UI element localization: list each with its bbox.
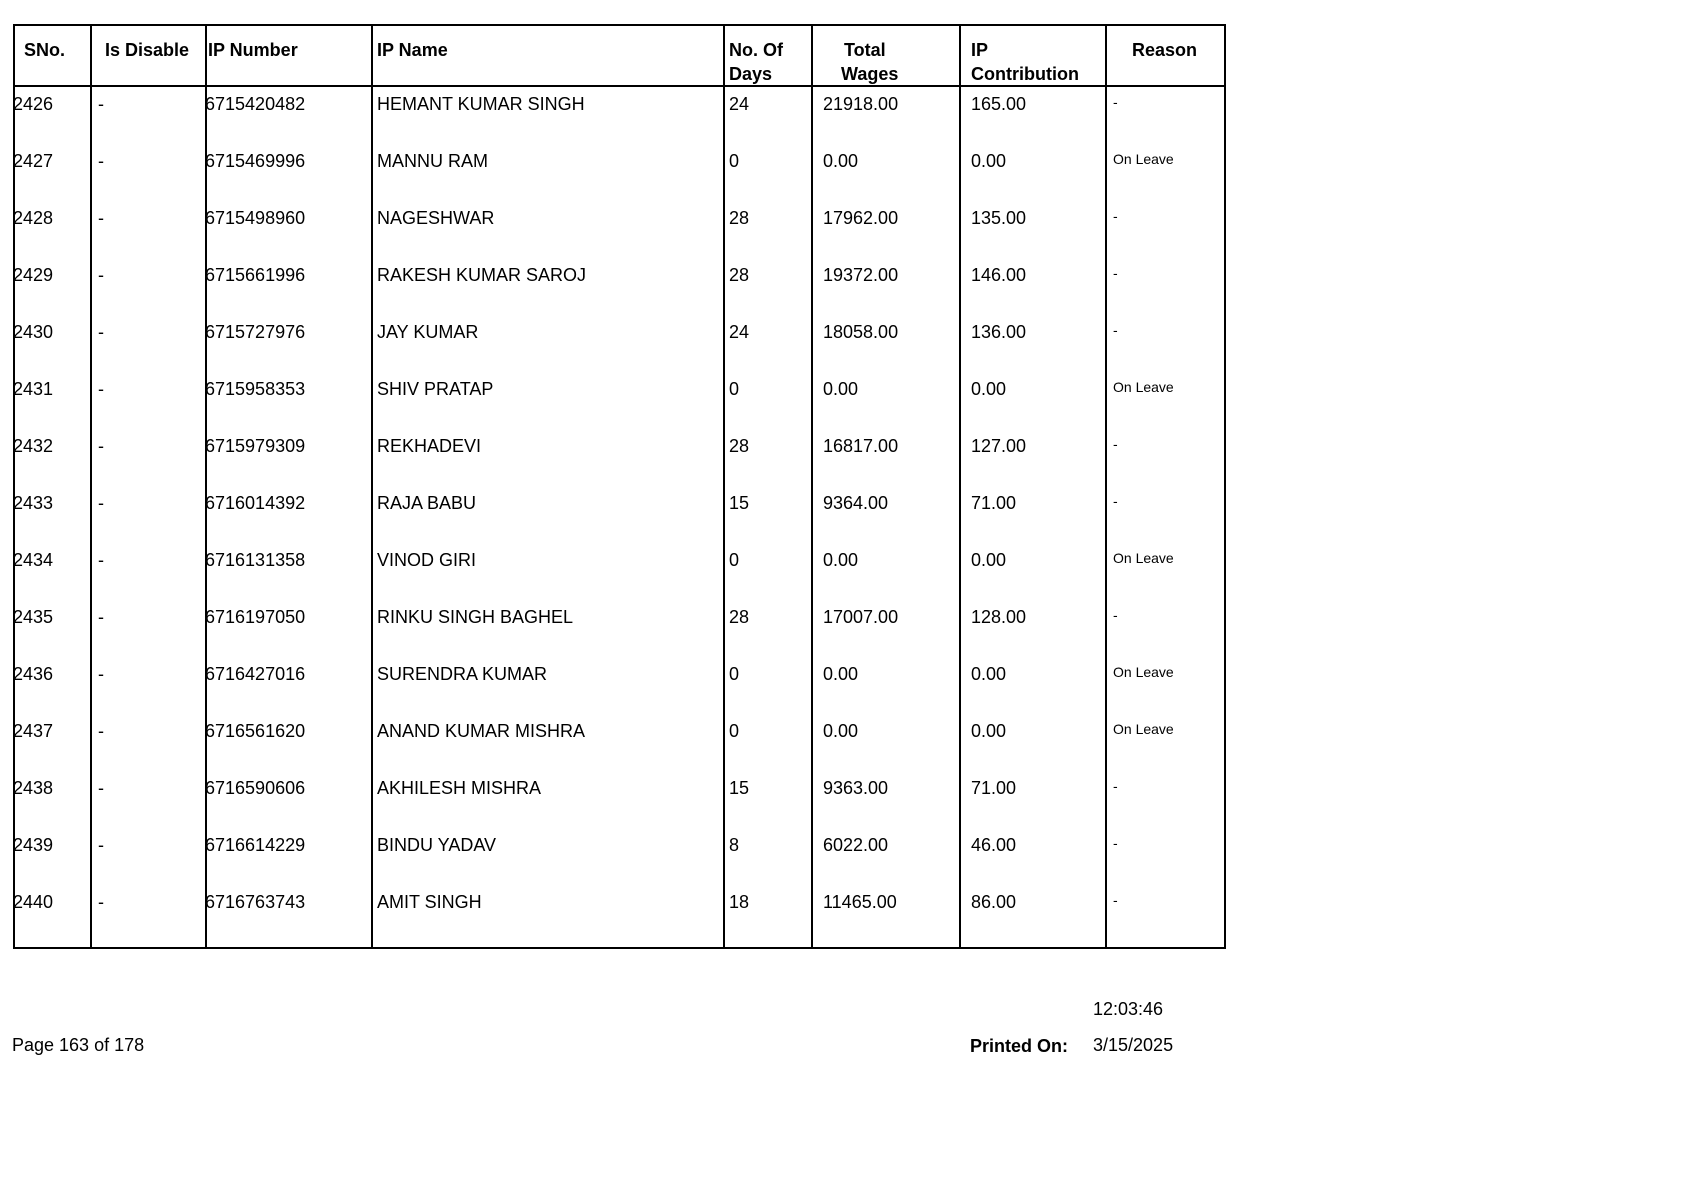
cell-wages: 9364.00 [823, 493, 889, 513]
cell-ip-number: 6716197050 [205, 607, 306, 627]
cell-days: 15 [729, 493, 750, 513]
cell-is-disable: - [98, 493, 104, 513]
cell-sno: 2427 [13, 151, 54, 171]
cell-ip-number: 6715469996 [205, 151, 306, 171]
cell-is-disable: - [98, 208, 104, 228]
header-contribution-line2: Contribution [971, 64, 1079, 84]
cell-is-disable: - [98, 379, 104, 399]
cell-ip-name: VINOD GIRI [377, 550, 477, 570]
cell-reason: - [1113, 208, 1118, 224]
header-wages [841, 38, 898, 86]
cell-ip-name: REKHADEVI [377, 436, 482, 456]
header-contribution [971, 38, 1079, 86]
cell-is-disable: - [98, 892, 104, 912]
table-row [15, 209, 1224, 266]
cell-days: 15 [729, 778, 750, 798]
cell-ip-name: RAKESH KUMAR SAROJ [377, 265, 587, 285]
cell-reason: - [1113, 835, 1118, 851]
cell-reason: On Leave [1113, 664, 1174, 680]
cell-contribution: 165.00 [971, 94, 1027, 114]
cell-contribution: 86.00 [971, 892, 1017, 912]
cell-wages: 19372.00 [823, 265, 899, 285]
cell-wages: 16817.00 [823, 436, 899, 456]
cell-contribution: 71.00 [971, 493, 1017, 513]
cell-reason: - [1113, 94, 1118, 110]
cell-ip-number: 6715498960 [205, 208, 306, 228]
header-is-disable: Is Disable [105, 40, 190, 60]
table-row [15, 608, 1224, 665]
cell-ip-name: RINKU SINGH BAGHEL [377, 607, 574, 627]
table-row [15, 437, 1224, 494]
cell-sno: 2433 [13, 493, 54, 513]
cell-sno: 2430 [13, 322, 54, 342]
cell-contribution: 0.00 [971, 379, 1007, 399]
cell-wages: 0.00 [823, 151, 859, 171]
table-row [15, 551, 1224, 608]
header-sno: SNo. [24, 40, 66, 60]
cell-ip-number: 6716427016 [205, 664, 306, 684]
cell-wages: 0.00 [823, 379, 859, 399]
table-row [15, 266, 1224, 323]
printed-on-label: Printed On: [970, 1036, 1068, 1056]
header-reason: Reason [1132, 40, 1198, 60]
cell-is-disable: - [98, 436, 104, 456]
cell-ip-name: RAJA BABU [377, 493, 477, 513]
cell-ip-name: AKHILESH MISHRA [377, 778, 542, 798]
cell-contribution: 0.00 [971, 550, 1007, 570]
cell-is-disable: - [98, 721, 104, 741]
cell-sno: 2428 [13, 208, 54, 228]
cell-ip-number: 6716590606 [205, 778, 306, 798]
cell-sno: 2429 [13, 265, 54, 285]
cell-sno: 2426 [13, 94, 54, 114]
table-row [15, 665, 1224, 722]
cell-is-disable: - [98, 94, 104, 114]
cell-sno: 2431 [13, 379, 54, 399]
cell-reason: On Leave [1113, 151, 1174, 167]
cell-reason: - [1113, 265, 1118, 281]
cell-days: 24 [729, 94, 750, 114]
header-contribution-line1: IP [971, 40, 989, 60]
cell-reason: - [1113, 892, 1118, 908]
cell-contribution: 0.00 [971, 151, 1007, 171]
cell-is-disable: - [98, 664, 104, 684]
cell-sno: 2434 [13, 550, 54, 570]
cell-is-disable: - [98, 151, 104, 171]
cell-contribution: 0.00 [971, 664, 1007, 684]
cell-contribution: 0.00 [971, 721, 1007, 741]
cell-sno: 2439 [13, 835, 54, 855]
header-wages-line2: Wages [841, 64, 899, 84]
table-row [15, 152, 1224, 209]
cell-days: 28 [729, 436, 750, 456]
table-row [15, 494, 1224, 551]
table-row [15, 722, 1224, 779]
cell-days: 0 [729, 721, 740, 741]
header-days-line1: No. Of [729, 40, 783, 60]
header-ip-number: IP Number [208, 40, 298, 60]
cell-ip-number: 6716014392 [205, 493, 306, 513]
table-row [15, 836, 1224, 893]
cell-wages: 9363.00 [823, 778, 889, 798]
cell-reason: On Leave [1113, 379, 1174, 395]
cell-days: 28 [729, 607, 750, 627]
cell-days: 0 [729, 379, 740, 399]
cell-ip-number: 6716131358 [205, 550, 306, 570]
cell-ip-name: JAY KUMAR [377, 322, 479, 342]
cell-days: 18 [729, 892, 750, 912]
cell-wages: 18058.00 [823, 322, 899, 342]
cell-sno: 2436 [13, 664, 54, 684]
cell-sno: 2432 [13, 436, 54, 456]
cell-reason: - [1113, 322, 1118, 338]
cell-wages: 0.00 [823, 664, 859, 684]
cell-reason: - [1113, 607, 1118, 623]
cell-days: 0 [729, 550, 740, 570]
cell-ip-number: 6716561620 [205, 721, 306, 741]
header-days-line2: Days [729, 64, 773, 84]
table-row [15, 779, 1224, 836]
cell-is-disable: - [98, 778, 104, 798]
cell-is-disable: - [98, 607, 104, 627]
cell-is-disable: - [98, 550, 104, 570]
cell-ip-name: BINDU YADAV [377, 835, 497, 855]
cell-wages: 0.00 [823, 721, 859, 741]
cell-is-disable: - [98, 322, 104, 342]
cell-ip-number: 6715979309 [205, 436, 306, 456]
cell-is-disable: - [98, 265, 104, 285]
header-ip-name: IP Name [377, 40, 448, 60]
cell-ip-name: MANNU RAM [377, 151, 488, 171]
cell-ip-name: ANAND KUMAR MISHRA [377, 721, 586, 741]
cell-ip-number: 6715420482 [205, 94, 306, 114]
cell-ip-name: HEMANT KUMAR SINGH [377, 94, 585, 114]
table-row [15, 893, 1224, 950]
cell-ip-number: 6715661996 [205, 265, 306, 285]
cell-wages: 17962.00 [823, 208, 899, 228]
cell-contribution: 135.00 [971, 208, 1027, 228]
cell-contribution: 136.00 [971, 322, 1027, 342]
cell-days: 28 [729, 208, 750, 228]
cell-reason: On Leave [1113, 721, 1174, 737]
cell-wages: 6022.00 [823, 835, 889, 855]
cell-ip-number: 6715727976 [205, 322, 306, 342]
cell-contribution: 128.00 [971, 607, 1027, 627]
cell-ip-name: SHIV PRATAP [377, 379, 494, 399]
cell-contribution: 71.00 [971, 778, 1017, 798]
cell-reason: - [1113, 436, 1118, 452]
cell-contribution: 146.00 [971, 265, 1027, 285]
cell-is-disable: - [98, 835, 104, 855]
cell-wages: 0.00 [823, 550, 859, 570]
page-number: Page 163 of 178 [12, 1035, 145, 1055]
cell-reason: - [1113, 778, 1118, 794]
cell-ip-name: SURENDRA KUMAR [377, 664, 548, 684]
cell-sno: 2435 [13, 607, 54, 627]
cell-sno: 2437 [13, 721, 54, 741]
cell-ip-name: NAGESHWAR [377, 208, 495, 228]
printed-time: 12:03:46 [1093, 999, 1164, 1019]
cell-wages: 21918.00 [823, 94, 899, 114]
cell-contribution: 127.00 [971, 436, 1027, 456]
cell-days: 28 [729, 265, 750, 285]
cell-ip-number: 6715958353 [205, 379, 306, 399]
cell-wages: 17007.00 [823, 607, 899, 627]
printed-date: 3/15/2025 [1093, 1035, 1174, 1055]
cell-wages: 11465.00 [823, 892, 897, 912]
contribution-table [13, 24, 1226, 949]
cell-reason: On Leave [1113, 550, 1174, 566]
cell-reason: - [1113, 493, 1118, 509]
table-row [15, 380, 1224, 437]
cell-contribution: 46.00 [971, 835, 1017, 855]
cell-days: 0 [729, 151, 740, 171]
cell-days: 0 [729, 664, 740, 684]
cell-sno: 2440 [13, 892, 54, 912]
cell-days: 24 [729, 322, 750, 342]
table-row [15, 323, 1224, 380]
cell-ip-number: 6716763743 [205, 892, 306, 912]
table-row [15, 95, 1224, 152]
cell-sno: 2438 [13, 778, 54, 798]
cell-ip-name: AMIT SINGH [377, 892, 482, 912]
header-wages-line1: Total [844, 40, 886, 60]
cell-ip-number: 6716614229 [205, 835, 306, 855]
cell-days: 8 [729, 835, 740, 855]
header-days [729, 38, 783, 86]
